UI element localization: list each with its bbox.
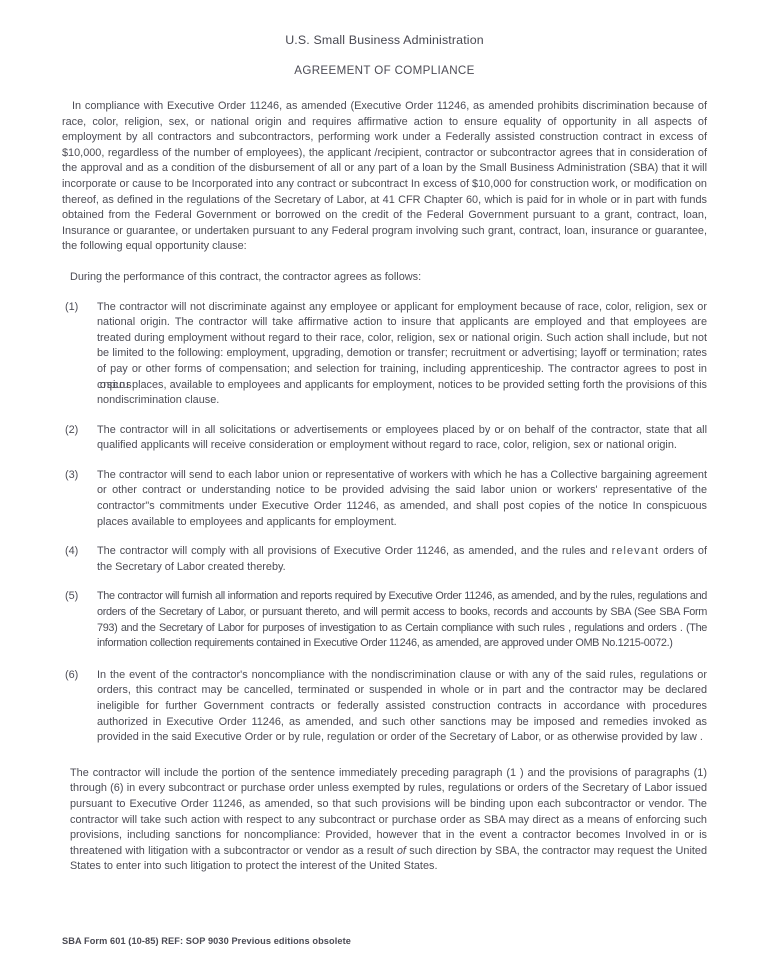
clause-item	[62, 423, 707, 454]
form-title: AGREEMENT OF COMPLIANCE	[294, 64, 475, 77]
clause-marker: (6)	[65, 668, 79, 681]
clause-text-before-smudge: The contractor will not discriminate against any employee or applicant for employment because of race, color, religion, sex or national origin. The contractor will take affirmative action to insure that applicants are employed and that employees are treated during employment without regard to their race, color, religion, sex or national origin. Such action shall include, but not be limited to the following: employment, upgrading, demotion or transfer; recruitment or advertising; layoff or termination; rates of pay or other forms of compensation; and selection for training, including apprenticeship. The contractor agrees to post in	[97, 300, 707, 375]
during-performance-line: During the performance of this contract, the contractor agrees as follows:	[70, 270, 422, 283]
document-content	[62, 0, 707, 886]
clause-item	[62, 468, 707, 530]
clause-text-after-smudge: places, available to employees and applicants for employment, notices to be provided setting forth the provisions of this nondiscrimination clause.	[97, 378, 707, 407]
clause-tracked-word: relevant	[611, 545, 660, 558]
clause-text: The contractor will in all solicitations or advertisements or employees placed by or on behalf of the contractor, state that all qualified applicants will receive consideration or employment without regard to race, color, religion, sex or national origin.	[97, 423, 707, 452]
clause-smudged-word: conspicuous	[97, 378, 129, 391]
form-footer: SBA Form 601 (10-85) REF: SOP 9030 Previous editions obsolete	[62, 936, 351, 946]
closing-text-part-two: such direction by SBA, the contractor may request the United States to enter into such litigation to protect the interest of the United States.	[70, 844, 708, 873]
clause-text-part-two: orders of the Secretary of Labor created thereby.	[97, 545, 707, 573]
clause-text: The contractor will furnish all information and reports required by Executive Order 11246, as amended, and by the rules, regulations and orders of the Secretary of Labor, or pursuant thereto, and will permit access to books, records and accounts by SBA (See SBA Form 793) and the Secretary of Labor for purposes of investigation to as Certain compliance with such rules , regulations and orders . (The information collection requirements contained in Executive Order 11246, as amended, are approved under OMB No.1215-0072.)	[97, 590, 707, 650]
clause-text: In the event of the contractor's noncompliance with the nondiscrimination clause or with any of the said rules, regulations or orders, this contract may be cancelled, terminated or suspended in whole or in part and the contractor may be declared ineligible for further Government contracts or federally assisted construction contracts in accordance with procedures authorized in Executive Order 11246, as amended, and such other sanctions may be imposed and remedies invoked as provided in the said Executive Order or by rule, regulation or order of the Secretary of Labor, or as otherwise provided by law .	[97, 668, 707, 744]
clause-item	[62, 589, 707, 651]
clause-marker: (2)	[65, 423, 79, 436]
clause-marker: (4)	[65, 545, 79, 558]
clause-text-part-one: The contractor will comply with all provisions of Executive Order 11246, as amended, and the rules and	[97, 545, 612, 558]
closing-paragraph	[62, 766, 707, 875]
clause-item	[62, 544, 707, 575]
clause-text: The contractor will send to each labor union or representative of workers with which he has a Collective bargaining agreement or other contract or understanding notice to be provided advising the said labor union or workers' representative of the contractor"s commitments under Executive Order 11246, as amended, and shall post copies of the notice In conspicuous places available to employees and applicants for employment.	[97, 468, 707, 528]
clause-list	[62, 300, 707, 746]
clause-item	[62, 668, 707, 746]
lead-paragraph: In compliance with Executive Order 11246, as amended (Executive Order 11246, as amended prohibits discrimination because of race, color, religion, sex, or national origin and requires affirmative action to ensure equality of opportunity in all aspects of employment by all contractors and subcontractors, performing work under a Federally assisted construction contract in excess of $10,000, regardless of the number of employees), the applicant /recipient, contractor or subcontractor agrees that in consideration of the approval and as a condition of the disbursement of all or any part of a loan by the Small Business Administration (SBA) that it will incorporate or cause to be Incorporated into any contract or subcontract In excess of $10,000 for construction work, or modification on thereof, as defined in the regulations of the Secretary of Labor, at 41 CFR Chapter 60, which is paid for in whole or in part with funds obtained from the Federal Government or borrowed on the credit of the Federal Government pursuant to a grant, contract, loan, Insurance or guarantee, or undertaken pursuant to any Federal program involving such grant, contract, loan, insurance or guarantee, the following equal opportunity clause:	[62, 100, 707, 253]
agency-title: U.S. Small Business Administration	[285, 33, 484, 47]
clause-marker: (5)	[65, 590, 79, 603]
closing-text-part-one: The contractor will include the portion of the sentence immediately preceding paragraph (1 ) and the provisions of paragraphs (1) through (6) in every subcontract or purchase order unless exempted by rules, regulations or orders of the Secretary of Labor issued pursuant to Executive Order 11246, as amended, so that such provisions will be binding upon each subcontractor or vendor. The contractor will take such action with respect to any subcontract or purchase order as SBA may direct as a means of enforcing such provisions, including sanctions for noncompliance: Provided, however that in the event a contractor becomes Involved in or is threatened with litigation with a subcontractor or vendor as a result	[70, 766, 707, 857]
clause-item	[62, 300, 707, 409]
closing-italic-word: of	[396, 844, 406, 857]
clause-marker: (1)	[65, 300, 79, 313]
clause-marker: (3)	[65, 468, 79, 481]
